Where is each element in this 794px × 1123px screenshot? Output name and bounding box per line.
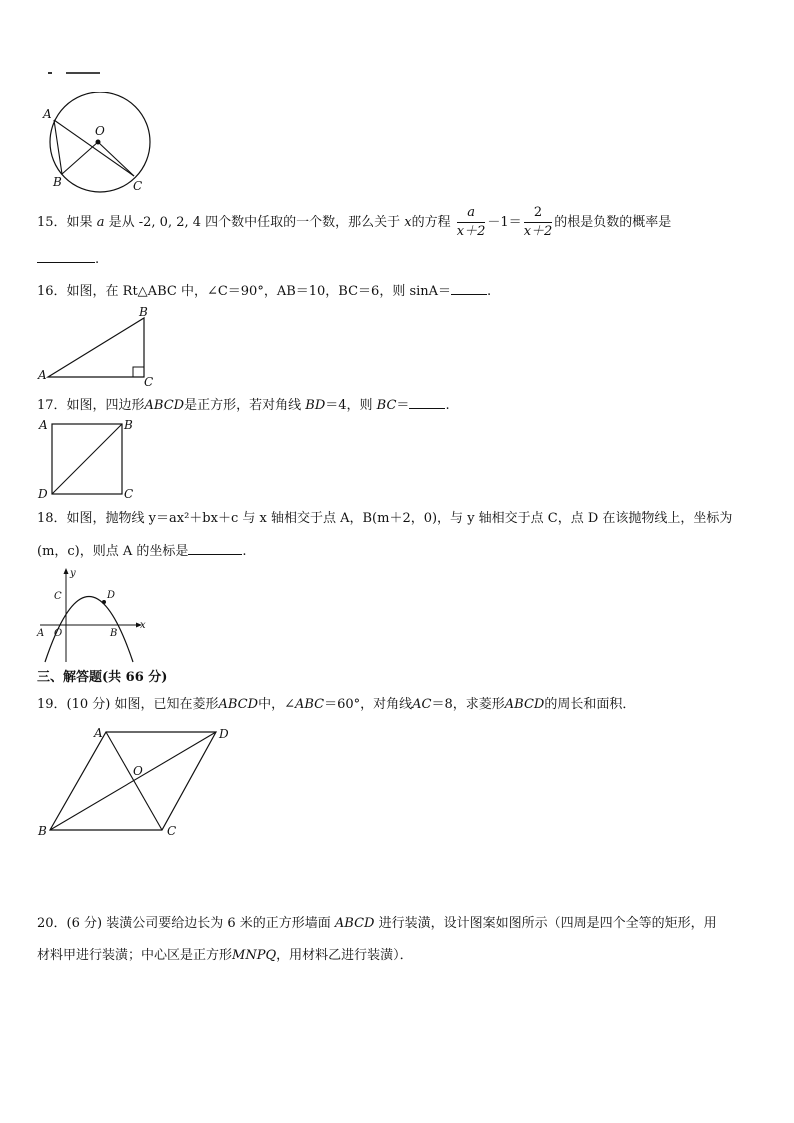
label-A: A	[94, 726, 103, 740]
rhombus-figure	[34, 722, 240, 842]
label-O: O	[54, 628, 63, 639]
label-B: B	[110, 628, 118, 639]
fraction-a-over-x-plus-2: $\frac{a}{x+2}$	[456, 205, 486, 239]
label-O: O	[133, 764, 143, 778]
fraction-2-over-x-plus-2: $\frac{2}{x+2}$	[523, 205, 553, 239]
diagonal-BD	[52, 424, 122, 494]
answer-blank[interactable]	[188, 540, 242, 555]
chord-AB	[54, 120, 62, 174]
square-figure	[36, 416, 140, 500]
label-A: A	[38, 368, 47, 382]
label-y: y	[70, 568, 76, 579]
label-C: C	[133, 179, 143, 193]
label-B: B	[38, 824, 47, 838]
chord-AC	[54, 120, 134, 176]
question-19: 19．(10 分) 如图，已知在菱形ABCD中，∠ABC＝60°，对角线AC＝8，求菱形ABCD的周长和面积．	[37, 697, 636, 712]
diagonal-BD	[50, 732, 216, 830]
label-D: D	[219, 727, 229, 741]
label-D: D	[107, 590, 116, 601]
label-C: C	[144, 375, 154, 388]
label-C: C	[124, 487, 134, 500]
section-heading: 三、解答题(共 66 分)	[37, 670, 168, 685]
parabola-figure	[34, 566, 152, 664]
circle-figure	[38, 92, 158, 196]
label-C: C	[167, 824, 177, 838]
answer-blank[interactable]	[451, 280, 487, 295]
radius-OC	[98, 142, 134, 176]
point-D	[102, 600, 106, 604]
question-15-answer-line: .	[37, 248, 99, 270]
label-B: B	[124, 418, 133, 432]
question-20-line2: 材料甲进行装潢；中心区是正方形MNPQ，用材料乙进行装潢）．	[37, 948, 413, 963]
question-16: 16．如图，在 Rt△ABC 中，∠C＝90°，AB＝10，BC＝6，则 sinA＝ .	[37, 280, 491, 302]
center-point-O	[96, 140, 101, 145]
question-17: 17．如图，四边形ABCD是正方形，若对角线 BD＝4，则 BC＝ .	[37, 394, 450, 416]
triangle-ABC	[48, 318, 144, 377]
label-D: D	[38, 487, 48, 500]
label-B: B	[139, 305, 148, 319]
label-B: B	[53, 175, 62, 189]
y-axis-arrow	[64, 568, 69, 574]
answer-blank[interactable]	[409, 394, 445, 409]
label-A: A	[43, 107, 52, 121]
label-x: x	[140, 620, 146, 631]
label-C: C	[54, 591, 62, 602]
question-15: 15．如果 a 是从 -2, 0, 2, 4 四个数中任取的一个数，那么关于 x的方程 $\frac{a}{x+2}$ －1＝ $\frac{2}{x+2}$ 的根是负数的概率是	[37, 205, 672, 239]
chord-BO	[62, 142, 98, 174]
right-angle-mark	[133, 367, 144, 377]
question-18-line2: (m，c)，则点 A 的坐标是 .	[37, 540, 247, 562]
right-triangle-figure	[36, 304, 160, 388]
cropped-header-fragment	[48, 70, 108, 76]
label-O: O	[95, 124, 105, 138]
answer-blank[interactable]	[37, 248, 95, 263]
question-20-line1: 20．(6 分) 装潢公司要给边长为 6 米的正方形墙面 ABCD 进行装潢，设计图案如图所示（四周是四个全等的矩形，用	[37, 916, 717, 931]
label-A: A	[39, 418, 48, 432]
question-18-line1: 18．如图，抛物线 y＝ax²＋bx＋c 与 x 轴相交于点 A，B(m＋2，0)，与 y 轴相交于点 C，点 D 在该抛物线上，坐标为	[37, 511, 733, 526]
label-A: A	[37, 628, 45, 639]
